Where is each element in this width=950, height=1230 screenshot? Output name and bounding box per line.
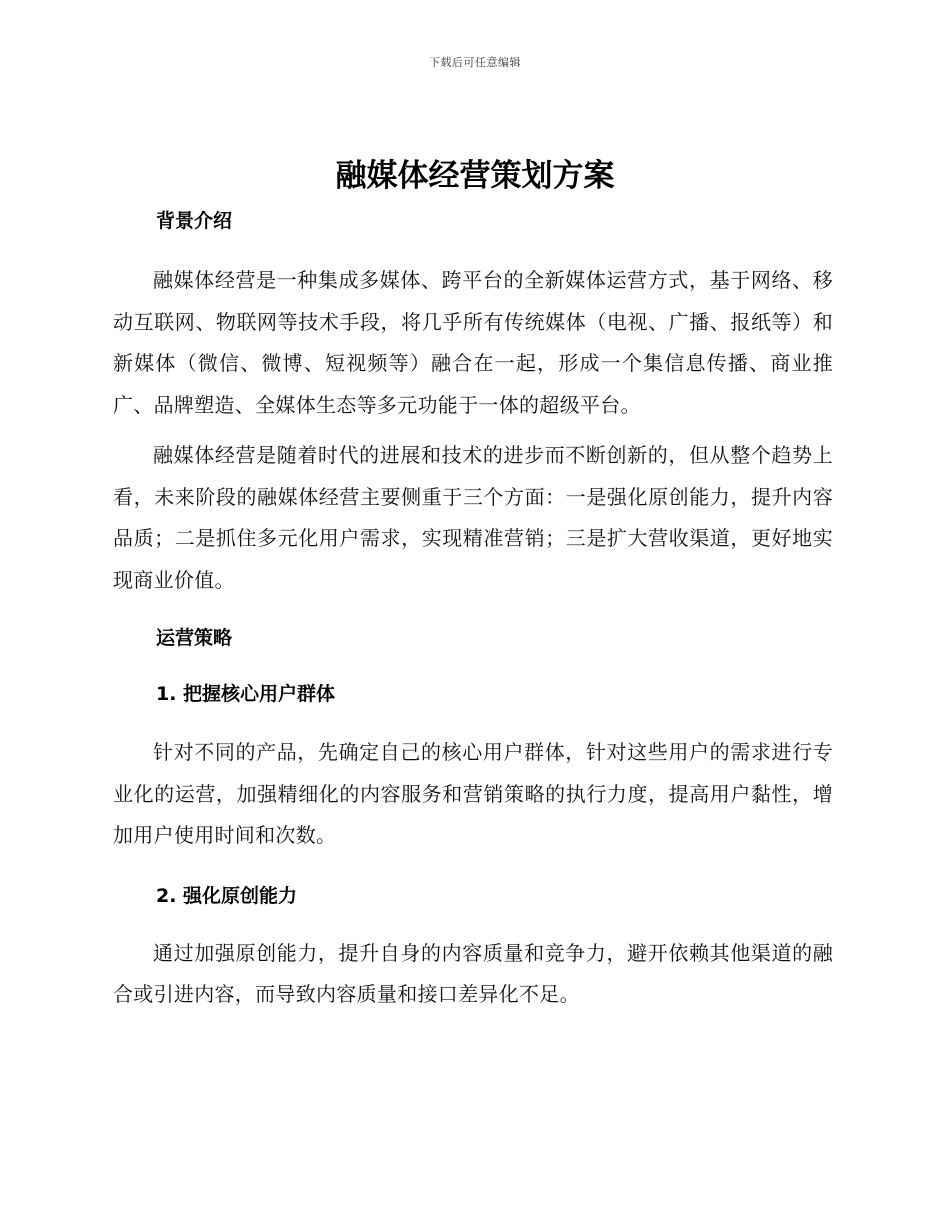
section-heading-background: 背景介绍 — [156, 210, 233, 232]
subheading-originality: 2. 强化原创能力 — [156, 884, 298, 907]
header-note: 下载后可任意编辑 — [429, 56, 521, 69]
paragraph-originality: 通过加强原创能力，提升自身的内容质量和竞争力，避开依赖其他渠道的融合或引进内容，而导致内容质量和接口差异化不足。 — [113, 940, 833, 1006]
paragraph-background-1: 融媒体经营是一种集成多媒体、跨平台的全新媒体运营方式，基于网络、移动互联网、物联网等技术手段，将几乎所有传统媒体（电视、广播、报纸等）和新媒体（微信、微博、短视频等）融合在一起，形成一个集信息传播、商业推广、品牌塑造、全媒体生态等多元功能于一体的超级平台。 — [113, 268, 833, 417]
document-body — [113, 204, 833, 1016]
document-title: 融媒体经营策划方案 — [335, 158, 615, 194]
paragraph-background-2: 融媒体经营是随着时代的进展和技术的进步而不断创新的，但从整个趋势上看，未来阶段的融媒体经营主要侧重于三个方面：一是强化原创能力，提升内容品质；二是抓住多元化用户需求，实现精准营销；三是扩大营收渠道，更好地实现商业价值。 — [113, 443, 833, 592]
subheading-core-users: 1. 把握核心用户群体 — [156, 683, 336, 705]
section-heading-operations: 运营策略 — [156, 627, 233, 649]
paragraph-core-users: 针对不同的产品，先确定自己的核心用户群体，针对这些用户的需求进行专业化的运营，加强精细化的内容服务和营销策略的执行力度，提高用户黏性，增加用户使用时间和次数。 — [113, 740, 833, 847]
